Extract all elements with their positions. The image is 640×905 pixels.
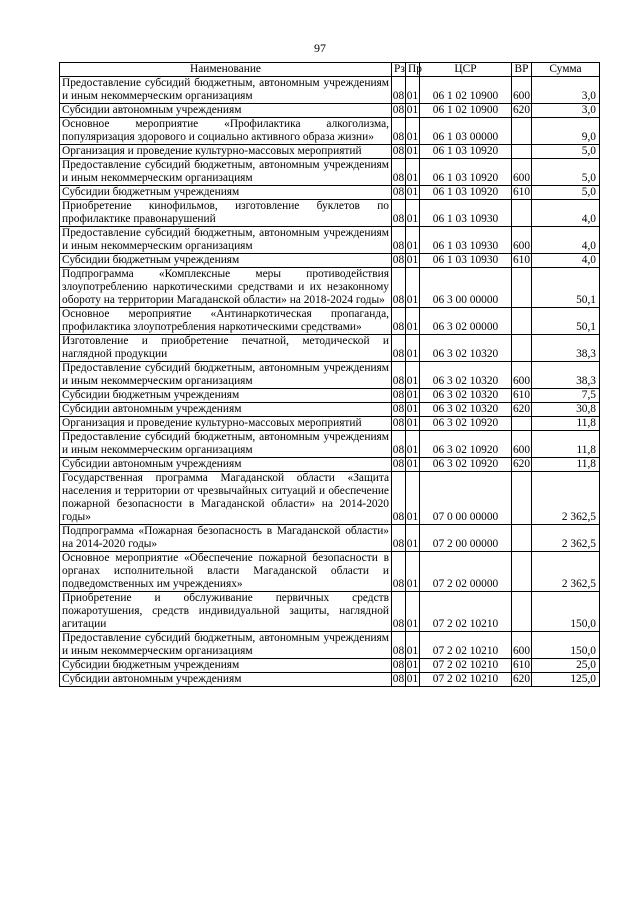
cell-csr: 07 2 02 10210 <box>420 632 512 659</box>
table-row <box>60 417 600 431</box>
cell-rz: 08 <box>392 525 406 552</box>
cell-vr: 620 <box>512 673 531 685</box>
table-row <box>60 77 600 104</box>
cell-rz: 08 <box>392 104 405 116</box>
page-number: 97 <box>314 41 326 55</box>
cell-rz: 08 <box>392 673 405 685</box>
table-row <box>60 632 600 659</box>
table-row <box>60 159 600 186</box>
cell-sum: 2 362,5 <box>532 525 600 552</box>
cell-name: Изготовление и приобретение печатной, методической и наглядной продукции <box>60 335 392 362</box>
table-row <box>60 227 600 254</box>
cell-name: Основное мероприятие «Антинаркотическая пропаганда, профилактика злоупотребления наркотическими средствами» <box>60 308 392 335</box>
table-row <box>60 525 600 552</box>
cell-pr: 01 <box>406 308 420 335</box>
cell-rz: 08 <box>392 186 405 198</box>
cell-vr <box>512 472 532 525</box>
cell-name: Субсидии автономным учреждениям <box>60 403 392 417</box>
cell-name: Предоставление субсидий бюджетным, автономным учреждениям и иным некоммерческим организациям <box>60 431 392 458</box>
cell-csr: 06 3 02 10920 <box>420 458 512 472</box>
cell-rz: 08 <box>392 268 406 308</box>
cell-sum: 5,0 <box>532 159 600 186</box>
cell-rz: 08 <box>392 431 406 458</box>
cell-sum: 50,1 <box>532 308 600 335</box>
cell-csr: 06 3 02 10920 <box>420 431 512 458</box>
cell-vr: 610 <box>512 389 531 401</box>
cell-vr <box>512 118 532 145</box>
cell-rz: 08 <box>392 632 406 659</box>
cell-rz: 08 <box>392 389 405 401</box>
cell-rz: 08 <box>392 227 406 254</box>
cell-name: Государственная программа Магаданской области «Защита населения и территории от чрезвычайных ситуаций и обеспечение пожарной безопасности в Магаданской области» на 2014-2020 годы» <box>60 472 392 525</box>
cell-pr: 01 <box>406 659 419 671</box>
table-row <box>60 335 600 362</box>
cell-pr: 01 <box>406 268 420 308</box>
cell-name: Субсидии бюджетным учреждениям <box>60 659 392 673</box>
cell-vr: 600 <box>512 431 532 458</box>
cell-rz: 08 <box>392 308 406 335</box>
cell-sum: 4,0 <box>532 254 600 268</box>
cell-vr <box>512 335 532 362</box>
cell-pr: 01 <box>406 159 420 186</box>
cell-sum: 30,8 <box>532 403 600 417</box>
cell-name: Предоставление субсидий бюджетным, автономным учреждениям и иным некоммерческим организациям <box>60 362 392 389</box>
header-name: Наименование <box>60 63 392 77</box>
cell-pr: 01 <box>406 592 420 632</box>
table-row <box>60 592 600 632</box>
cell-vr <box>512 592 532 632</box>
cell-name: Основное мероприятие «Профилактика алкоголизма, популяризация здорового и социально активного образа жизни» <box>60 118 392 145</box>
cell-name: Предоставление субсидий бюджетным, автономным учреждениям и иным некоммерческим организациям <box>60 77 392 104</box>
cell-vr <box>512 268 532 308</box>
cell-csr: 06 3 00 00000 <box>420 268 512 308</box>
table-row <box>60 472 600 525</box>
cell-sum: 9,0 <box>532 118 600 145</box>
cell-csr: 06 1 03 10930 <box>420 254 512 268</box>
cell-pr: 01 <box>406 403 419 415</box>
cell-name: Приобретение и обслуживание первичных средств пожаротушения, средств индивидуальной защиты, наглядной агитации <box>60 592 392 632</box>
budget-table <box>59 62 600 687</box>
cell-sum: 50,1 <box>532 268 600 308</box>
cell-vr <box>512 417 532 431</box>
cell-pr: 01 <box>406 335 420 362</box>
table-row <box>60 431 600 458</box>
cell-vr: 600 <box>512 159 532 186</box>
cell-rz: 08 <box>392 159 406 186</box>
cell-csr: 06 1 03 10920 <box>420 186 512 200</box>
cell-pr: 01 <box>406 145 419 157</box>
table-row <box>60 145 600 159</box>
cell-rz: 08 <box>392 592 406 632</box>
table-row <box>60 458 600 472</box>
cell-rz: 08 <box>392 458 405 470</box>
table-row <box>60 268 600 308</box>
cell-sum: 11,8 <box>532 431 600 458</box>
cell-pr: 01 <box>406 673 419 685</box>
table-header-row <box>60 63 600 77</box>
cell-name: Субсидии бюджетным учреждениям <box>60 389 392 403</box>
cell-sum: 11,8 <box>532 458 600 472</box>
cell-csr: 07 2 00 00000 <box>420 525 512 552</box>
cell-sum: 25,0 <box>532 659 600 673</box>
cell-pr: 01 <box>406 431 420 458</box>
cell-name: Предоставление субсидий бюджетным, автономным учреждениям и иным некоммерческим организациям <box>60 632 392 659</box>
cell-csr: 06 3 02 10320 <box>420 389 512 403</box>
cell-sum: 7,5 <box>532 389 600 403</box>
cell-name: Предоставление субсидий бюджетным, автономным учреждениям и иным некоммерческим организациям <box>60 159 392 186</box>
table-row <box>60 186 600 200</box>
header-sum: Сумма <box>532 63 600 77</box>
cell-name: Субсидии автономным учреждениям <box>60 104 392 118</box>
cell-rz: 08 <box>392 118 406 145</box>
cell-csr: 07 0 00 00000 <box>420 472 512 525</box>
cell-rz: 08 <box>392 77 406 104</box>
cell-vr: 600 <box>512 77 532 104</box>
cell-name: Приобретение кинофильмов, изготовление буклетов по профилактике правонарушений <box>60 200 392 227</box>
cell-csr: 06 1 03 10920 <box>420 145 512 159</box>
cell-csr: 07 2 02 00000 <box>420 552 512 592</box>
cell-name: Субсидии автономным учреждениям <box>60 458 392 472</box>
cell-vr: 600 <box>512 362 532 389</box>
cell-name: Подпрограмма «Пожарная безопасность в Магаданской области» на 2014-2020 годы» <box>60 525 392 552</box>
cell-sum: 4,0 <box>532 227 600 254</box>
cell-rz: 08 <box>392 362 406 389</box>
table-row <box>60 673 600 687</box>
cell-vr: 610 <box>512 254 531 266</box>
cell-name: Основное мероприятие «Обеспечение пожарной безопасности в органах исполнительной власти Магаданской области и подведомственных им учреждениях» <box>60 552 392 592</box>
cell-vr <box>512 552 532 592</box>
cell-sum: 5,0 <box>532 186 600 200</box>
cell-rz: 08 <box>392 200 406 227</box>
cell-sum: 2 362,5 <box>532 472 600 525</box>
cell-csr: 06 3 02 10320 <box>420 403 512 417</box>
cell-pr: 01 <box>406 632 420 659</box>
cell-name: Субсидии бюджетным учреждениям <box>60 186 392 200</box>
cell-sum: 3,0 <box>532 104 600 118</box>
cell-csr: 07 2 02 10210 <box>420 659 512 673</box>
cell-pr: 01 <box>406 525 420 552</box>
table-row <box>60 200 600 227</box>
cell-csr: 06 1 03 10920 <box>420 159 512 186</box>
cell-csr: 06 1 03 10930 <box>420 200 512 227</box>
cell-vr <box>512 200 532 227</box>
cell-vr: 620 <box>512 403 531 415</box>
table-row <box>60 104 600 118</box>
table-row <box>60 659 600 673</box>
table-row <box>60 118 600 145</box>
cell-pr: 01 <box>406 227 420 254</box>
cell-name: Предоставление субсидий бюджетным, автономным учреждениям и иным некоммерческим организациям <box>60 227 392 254</box>
cell-pr: 01 <box>406 186 419 198</box>
cell-csr: 07 2 02 10210 <box>420 592 512 632</box>
cell-sum: 4,0 <box>532 200 600 227</box>
cell-pr: 01 <box>406 200 420 227</box>
table-row <box>60 403 600 417</box>
cell-name: Субсидии автономным учреждениям <box>60 673 392 687</box>
cell-pr: 01 <box>406 458 419 470</box>
cell-rz: 08 <box>392 335 406 362</box>
cell-pr: 01 <box>406 552 420 592</box>
cell-pr: 01 <box>406 389 419 401</box>
cell-pr: 01 <box>406 417 419 429</box>
cell-name: Подпрограмма «Комплексные меры противодействия злоупотреблению наркотическими средствами и их незаконному обороту на территории Магаданской области» на 2018-2024 годы» <box>60 268 392 308</box>
cell-sum: 2 362,5 <box>532 552 600 592</box>
cell-pr: 01 <box>406 254 419 266</box>
table-row <box>60 362 600 389</box>
table-row <box>60 389 600 403</box>
cell-sum: 11,8 <box>532 417 600 431</box>
cell-vr <box>512 525 532 552</box>
header-pr: Пр <box>406 63 420 77</box>
header-vr: ВР <box>512 63 532 77</box>
cell-rz: 08 <box>392 552 406 592</box>
cell-vr <box>512 145 532 159</box>
cell-pr: 01 <box>406 362 420 389</box>
cell-pr: 01 <box>406 472 420 525</box>
cell-vr: 600 <box>512 632 532 659</box>
table-row <box>60 254 600 268</box>
table-row <box>60 308 600 335</box>
cell-csr: 06 3 02 10920 <box>420 417 512 431</box>
cell-sum: 38,3 <box>532 335 600 362</box>
cell-name: Организация и проведение культурно-массовых мероприятий <box>60 417 392 431</box>
cell-vr: 600 <box>512 227 532 254</box>
header-csr: ЦСР <box>420 63 512 77</box>
cell-rz: 08 <box>392 403 405 415</box>
cell-csr: 06 1 03 10930 <box>420 227 512 254</box>
cell-pr: 01 <box>406 77 420 104</box>
cell-sum: 125,0 <box>532 673 600 687</box>
cell-name: Субсидии бюджетным учреждениям <box>60 254 392 268</box>
cell-pr: 01 <box>406 104 419 116</box>
cell-csr: 06 1 03 00000 <box>420 118 512 145</box>
cell-rz: 08 <box>392 417 405 429</box>
cell-csr: 06 3 02 10320 <box>420 335 512 362</box>
cell-vr: 610 <box>512 659 531 671</box>
cell-vr: 610 <box>512 186 531 198</box>
cell-sum: 5,0 <box>532 145 600 159</box>
cell-csr: 06 3 02 00000 <box>420 308 512 335</box>
cell-pr: 01 <box>406 118 420 145</box>
cell-vr: 620 <box>512 458 531 470</box>
cell-name: Организация и проведение культурно-массовых мероприятий <box>60 145 392 159</box>
cell-rz: 08 <box>392 145 405 157</box>
cell-rz: 08 <box>392 472 406 525</box>
header-rz: Рз <box>392 63 406 77</box>
cell-vr: 620 <box>512 104 531 116</box>
cell-sum: 150,0 <box>532 632 600 659</box>
cell-csr: 07 2 02 10210 <box>420 673 512 687</box>
cell-sum: 38,3 <box>532 362 600 389</box>
cell-csr: 06 3 02 10320 <box>420 362 512 389</box>
cell-vr <box>512 308 532 335</box>
cell-csr: 06 1 02 10900 <box>420 77 512 104</box>
cell-rz: 08 <box>392 659 405 671</box>
cell-rz: 08 <box>392 254 405 266</box>
cell-sum: 150,0 <box>532 592 600 632</box>
cell-sum: 3,0 <box>532 77 600 104</box>
cell-csr: 06 1 02 10900 <box>420 104 512 118</box>
table-row <box>60 552 600 592</box>
